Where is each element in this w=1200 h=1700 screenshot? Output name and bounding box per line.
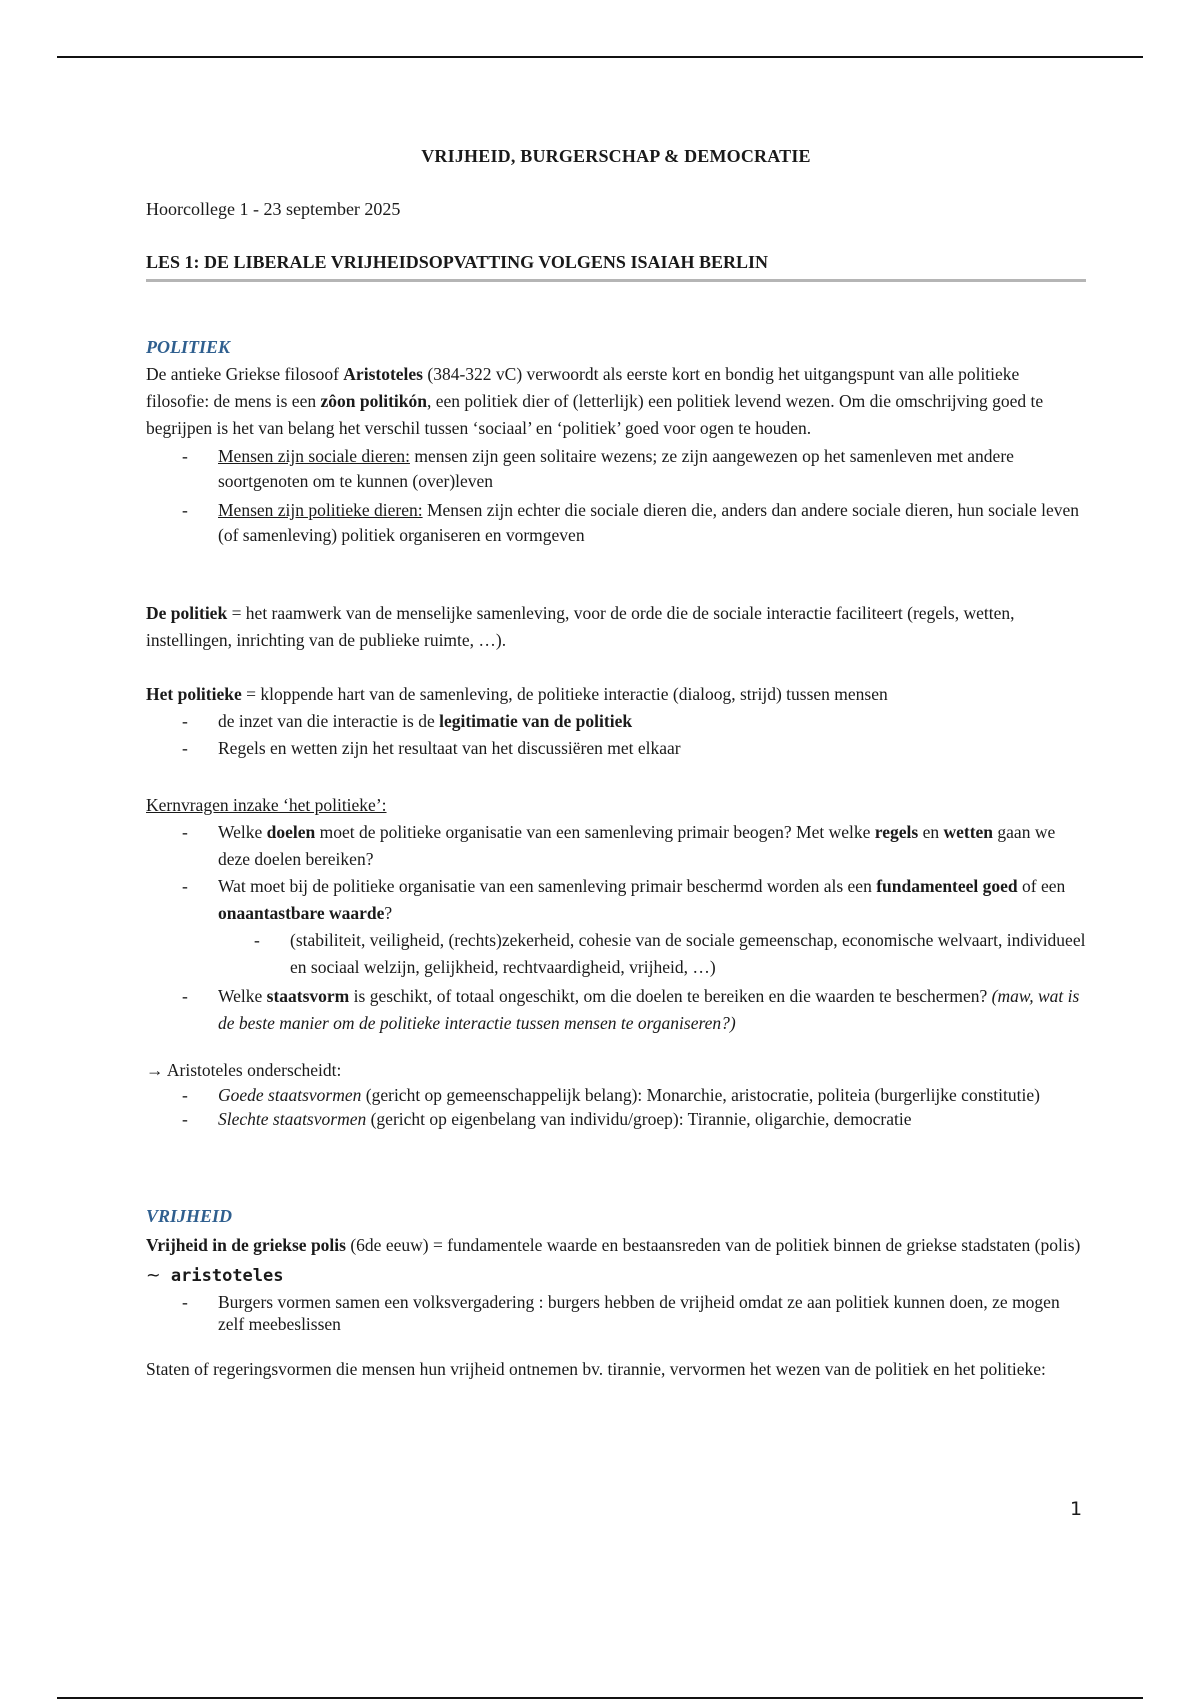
list-item: - Mensen zijn politieke dieren: Mensen zijn echter die sociale dieren die, anders dan andere sociale dieren, hun sociale leven (of samenleving) politiek organiseren en vormgeven (146, 498, 1086, 548)
list-item: - Goede staatsvormen (gericht op gemeenschappelijk belang): Monarchie, aristocratie, politeia (burgerlijke constitutie) (146, 1084, 1086, 1106)
het-politieke-definition: Het politieke = kloppende hart van de samenleving, de politieke interactie (dialoog, strijd) tussen mensen - de inzet van die interactie is de legitimatie van de politiek - Regels en wetten zijn het resultaat van het discussiëren met elkaar (146, 681, 1086, 762)
section-heading-politiek: POLITIEK (146, 337, 231, 357)
kernvragen-heading: Kernvragen inzake ‘het politieke’: (146, 795, 387, 815)
list-item: - Burgers vormen samen een volksvergadering : burgers hebben de vrijheid omdat ze aan politiek kunnen doen, ze mogen zelf meebeslissen (146, 1291, 1086, 1335)
list-item: - Wat moet bij de politieke organisatie van een samenleving primair beschermd worden als een fundamenteel goed of een onaantastbare waarde? (146, 873, 1086, 927)
het-politieke-list (146, 708, 1086, 762)
list-item: - Welke doelen moet de politieke organisatie van een samenleving primair beogen? Met welke regels en wetten gaan we deze doelen bereiken? (146, 819, 1086, 873)
section-heading-vrijheid: VRIJHEID (146, 1206, 233, 1226)
vrijheid-list (146, 1291, 1086, 1335)
aristoteles-section (146, 1057, 1086, 1130)
top-rule (57, 56, 1143, 58)
bottom-rule (57, 1697, 1143, 1699)
kernvragen-list (146, 819, 1086, 927)
vrijheid-paragraph: Vrijheid in de griekse polis (6de eeuw) = fundamentele waarde en bestaansreden van de politiek binnen de griekse stadstaten (polis) ~ aristoteles (146, 1235, 1081, 1286)
list-item: - de inzet van die interactie is de legitimatie van de politiek (146, 708, 1086, 735)
politiek-section (146, 334, 1086, 548)
vrijheid-section (146, 1203, 1086, 1335)
staatsvormen-list (146, 1084, 1086, 1130)
staten-paragraph: Staten of regeringsvormen die mensen hun vrijheid ontnemen bv. tirannie, vervormen het wezen van de politiek en het politieke: (146, 1359, 1046, 1379)
list-item: - (stabiliteit, veiligheid, (rechts)zekerheid, cohesie van de sociale gemeenschap, economische welvaart, individueel en sociaal welzijn, gelijkheid, rechtvaardigheid, vrijheid, …) (146, 927, 1086, 981)
list-item: - Regels en wetten zijn het resultaat van het discussiëren met elkaar (146, 735, 1086, 762)
list-item: - Welke staatsvorm is geschikt, of totaal ongeschikt, om die doelen te bereiken en die waarden te beschermen? (maw, wat is de beste manier om de politieke interactie tussen mensen te organiseren?) (146, 983, 1086, 1037)
document-subtitle: Hoorcollege 1 - 23 september 2025 (146, 199, 401, 219)
page-number: 1 (1070, 1498, 1083, 1520)
lesson-heading: LES 1: DE LIBERALE VRIJHEIDSOPVATTING VOLGENS ISAIAH BERLIN (146, 252, 1086, 282)
kernvragen-sublist (146, 927, 1086, 981)
aristoteles-line: → Aristoteles onderscheidt: (146, 1060, 342, 1080)
intro-paragraph: De antieke Griekse filosoof Aristoteles (384-322 vC) verwoordt als eerste kort en bondig het uitgangspunt van alle politieke filosofie: de mens is een zôon politikón, een politiek dier of (letterlijk) een politiek levend wezen. Om die omschrijving goed te begrijpen is het van belang het verschil tussen ‘sociaal’ en ‘politiek’ goed voor ogen te houden. (146, 364, 1044, 438)
document-title: VRIJHEID, BURGERSCHAP & DEMOCRATIE (421, 146, 811, 166)
list-item: - Slechte staatsvormen (gericht op eigenbelang van individu/groep): Tirannie, oligarchie, democratie (146, 1108, 1086, 1130)
kernvragen-section (146, 792, 1086, 1037)
social-political-list (146, 444, 1086, 548)
kernvragen-list-cont (146, 983, 1086, 1037)
de-politiek-definition: De politiek = het raamwerk van de menselijke samenleving, voor de orde die de sociale interactie faciliteert (regels, wetten, instellingen, inrichting van de publieke ruimte, …). (146, 603, 1015, 650)
list-item: - Mensen zijn sociale dieren: mensen zijn geen solitaire wezens; ze zijn aangewezen op het samenleven met andere soortgenoten om te kunnen (over)leven (146, 444, 1086, 494)
